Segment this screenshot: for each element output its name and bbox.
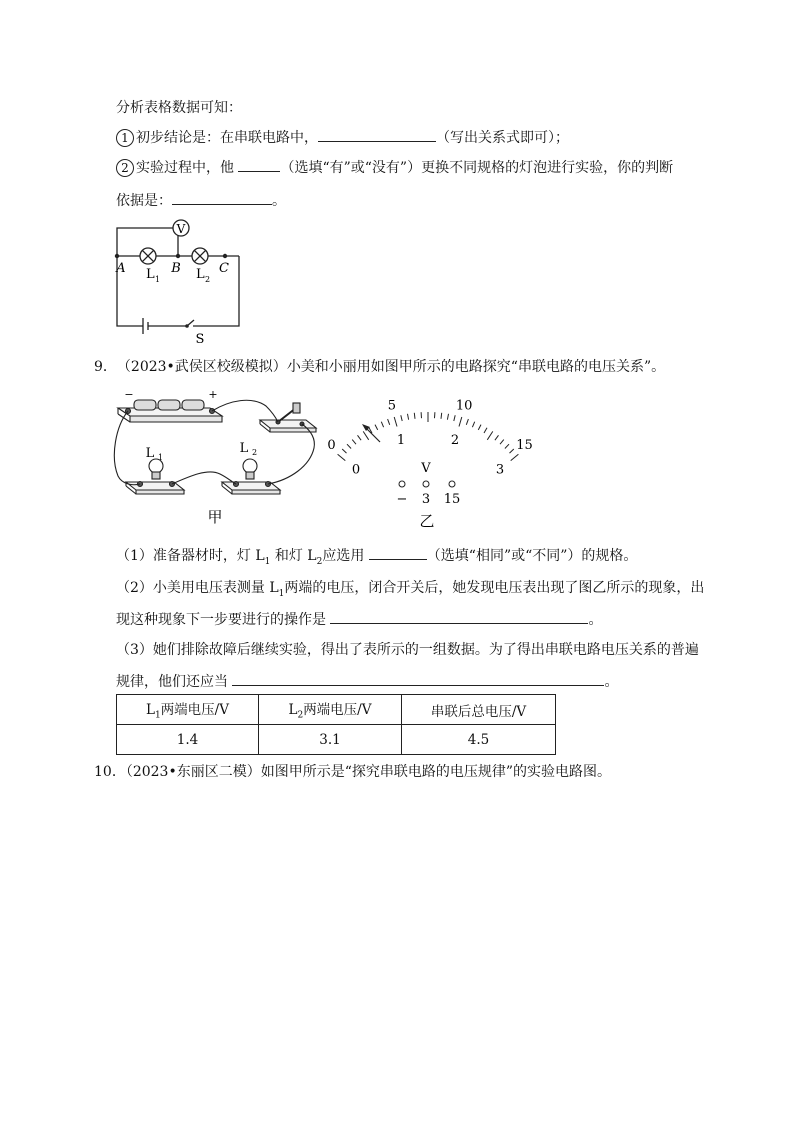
terminal-minus-label: − — [396, 492, 408, 507]
scale-tick — [408, 414, 409, 420]
analysis-text: 分析表格数据可知： — [116, 100, 242, 116]
scale-tick — [459, 417, 462, 427]
point-b-label: B — [171, 261, 181, 276]
scale-tick — [394, 417, 397, 427]
q10-stem-line — [94, 762, 611, 782]
cell-3-icon — [182, 400, 204, 410]
scale-tick — [500, 440, 504, 445]
q9-sub-1-subscript-b: 2 — [316, 556, 323, 567]
circled-number-2: 2 — [116, 159, 134, 177]
scale-tick — [338, 454, 346, 460]
terminal-15-label: 15 — [443, 492, 461, 507]
q8-item-2-cont-prefix: 依据是： — [116, 193, 172, 209]
battery-minus-label: − — [124, 388, 134, 401]
scale-label-15v: 0 — [327, 438, 336, 453]
table-cell: 4.5 — [402, 725, 556, 755]
circled-number-1: 1 — [116, 129, 134, 147]
q9-sub-2-continued — [116, 609, 602, 630]
q9-sub-2-cont-prefix: 现这种现象下一步要进行的操作是 — [116, 612, 331, 628]
lamp-l1-subscript: 1 — [155, 275, 161, 284]
terminal-15-icon — [449, 481, 455, 487]
figure-yi-caption: 乙 — [419, 512, 435, 530]
q8-item-2-suffix: （选填“有”或“没有”）更换不同规格的灯泡进行实验，你的判断 — [280, 160, 674, 176]
q9-sub-3-continued — [116, 671, 618, 692]
scale-tick — [511, 454, 519, 460]
figure-yi-voltmeter-dial — [327, 380, 533, 530]
q9-sub-1-mid2: 应选用 — [322, 548, 369, 564]
table-row — [117, 725, 556, 755]
table-cell: 3.1 — [259, 725, 402, 755]
q10-stem: 如图甲所示是“探究串联电路的电压规律”的实验电路图。 — [260, 764, 612, 780]
q8-item-1 — [116, 127, 569, 148]
scale-tick — [466, 419, 468, 425]
scale-tick — [510, 449, 514, 453]
scale-tick — [375, 425, 378, 430]
q9-sub-2-prefix: （2）小美用电压表测量 L — [116, 580, 279, 596]
table-cell: 1.4 — [117, 725, 259, 755]
table-header-row — [117, 695, 556, 725]
answer-blank-next-step[interactable] — [330, 609, 588, 624]
q9-sub-2-suffix: 两端的电压，闭合开关后，她发现电压表出现了图乙所示的现象，出 — [284, 580, 705, 596]
scale-tick — [347, 444, 351, 448]
table-header-cell: 串联后总电压/V — [402, 695, 556, 725]
scale-tick — [454, 415, 455, 421]
table-header-cell: $L_2$两端电压/V — [259, 695, 402, 725]
cell-1-icon — [134, 400, 156, 410]
voltmeter-label: V — [176, 222, 186, 236]
scale-tick — [381, 422, 383, 428]
answer-blank-changed[interactable] — [238, 157, 280, 172]
q8-item-1-prefix: 初步结论是：在串联电路中， — [136, 130, 318, 146]
scale-tick — [484, 428, 487, 433]
lamp-l1-base-icon — [126, 482, 184, 490]
q9-number: 9． — [94, 359, 117, 375]
point-a-label: A — [116, 261, 126, 276]
scale-tick — [441, 413, 442, 419]
q9-sub-3-cont-prefix: 规律，他们还应当 — [116, 674, 233, 690]
scale-tick — [447, 414, 448, 420]
lamp-l1-label: L — [145, 446, 155, 461]
scale-tick — [495, 435, 499, 440]
q8-item-1-suffix: （写出关系式即可）； — [436, 130, 569, 146]
q9-sub-1-mid: 和灯 L — [270, 548, 317, 564]
scale-label-3v: 0 — [351, 462, 361, 478]
q9-source: （2023•武侯区校级模拟） — [116, 359, 287, 375]
q10-number: 10． — [94, 764, 126, 780]
analysis-line — [116, 98, 242, 118]
q8-item-2-prefix: 实验过程中，他 — [136, 160, 234, 176]
scale-tick — [352, 440, 356, 445]
q9-sub-3 — [116, 640, 699, 660]
q9-sub-2-cont-suffix: 。 — [588, 612, 603, 628]
q8-item-2-continued — [116, 190, 286, 211]
q10-source: （2023•东丽区二模） — [125, 764, 261, 780]
lamp-l2-subscript: 2 — [205, 275, 211, 284]
terminal-3-icon — [423, 481, 429, 487]
scale-label-15v: 15 — [516, 438, 533, 453]
q9-sub-1 — [116, 545, 637, 572]
figure-jia-caption: 甲 — [207, 508, 223, 526]
scale-tick — [358, 435, 362, 440]
lamp-l1-label: L — [146, 267, 155, 282]
scale-tick — [472, 422, 474, 428]
q9-sub-3-text: （3）她们排除故障后继续实验，得出了表所示的一组数据。为了得出串联电路电压关系的普遍 — [116, 642, 699, 658]
lamp-l2-label: L — [196, 267, 205, 282]
scale-tick — [487, 431, 493, 439]
battery-plus-label: + — [208, 388, 218, 401]
figure-jia-physical-circuit — [110, 386, 320, 530]
q8-item-2 — [116, 157, 673, 178]
scale-label-3v: 1 — [396, 432, 406, 448]
answer-blank-general-rule[interactable] — [232, 671, 604, 686]
scale-tick — [388, 419, 390, 425]
terminal-minus-icon — [399, 481, 405, 487]
scale-tick — [478, 425, 481, 430]
point-c-label: C — [219, 261, 229, 276]
switch-label: S — [195, 332, 205, 347]
answer-blank-reason[interactable] — [172, 190, 272, 205]
lamp-l1-subscript: 1 — [158, 453, 164, 462]
q9-sub-1-suffix: （选填“相同”或“不同”）的规格。 — [426, 548, 638, 564]
q9-sub-1-subscript-a: 1 — [264, 556, 271, 567]
lamp-l2-subscript: 2 — [252, 448, 258, 457]
lamp-l2-label: L — [239, 441, 249, 456]
scale-label-3v: 2 — [450, 432, 460, 448]
voltage-data-table — [116, 694, 556, 755]
scale-tick — [401, 415, 402, 421]
scale-tick — [363, 431, 369, 439]
scale-tick — [414, 413, 415, 419]
terminal-3-label: 3 — [421, 492, 431, 507]
pointer-arrow-icon — [362, 424, 370, 431]
q9-sub-2-subscript: 1 — [278, 588, 285, 599]
q9-sub-3-cont-suffix: 。 — [604, 674, 619, 690]
scale-label-15v: 10 — [455, 398, 473, 414]
scale-tick — [505, 444, 509, 448]
answer-blank-relation[interactable] — [318, 127, 436, 142]
cell-2-icon — [158, 400, 180, 410]
scale-tick — [342, 449, 346, 453]
scale-label-3v: 3 — [495, 462, 505, 478]
wire-l2-to-switch — [268, 424, 314, 484]
table-header-cell: $L_1$两端电压/V — [117, 695, 259, 725]
q9-stem: 小美和小丽用如图甲所示的电路探究“串联电路的电压关系”。 — [286, 359, 666, 375]
q9-stem-line — [94, 357, 665, 377]
q8-circuit-figure — [108, 216, 248, 348]
q8-item-2-cont-suffix: 。 — [272, 193, 286, 209]
switch-base-icon — [260, 420, 316, 428]
bulb-l2-icon — [243, 459, 257, 473]
unit-label: V — [421, 461, 431, 476]
scale-label-15v: 5 — [387, 398, 397, 414]
q9-sub-2 — [116, 578, 704, 604]
q9-sub-1-prefix: （1）准备器材时，灯 L — [116, 548, 265, 564]
answer-blank-spec[interactable] — [369, 545, 427, 560]
